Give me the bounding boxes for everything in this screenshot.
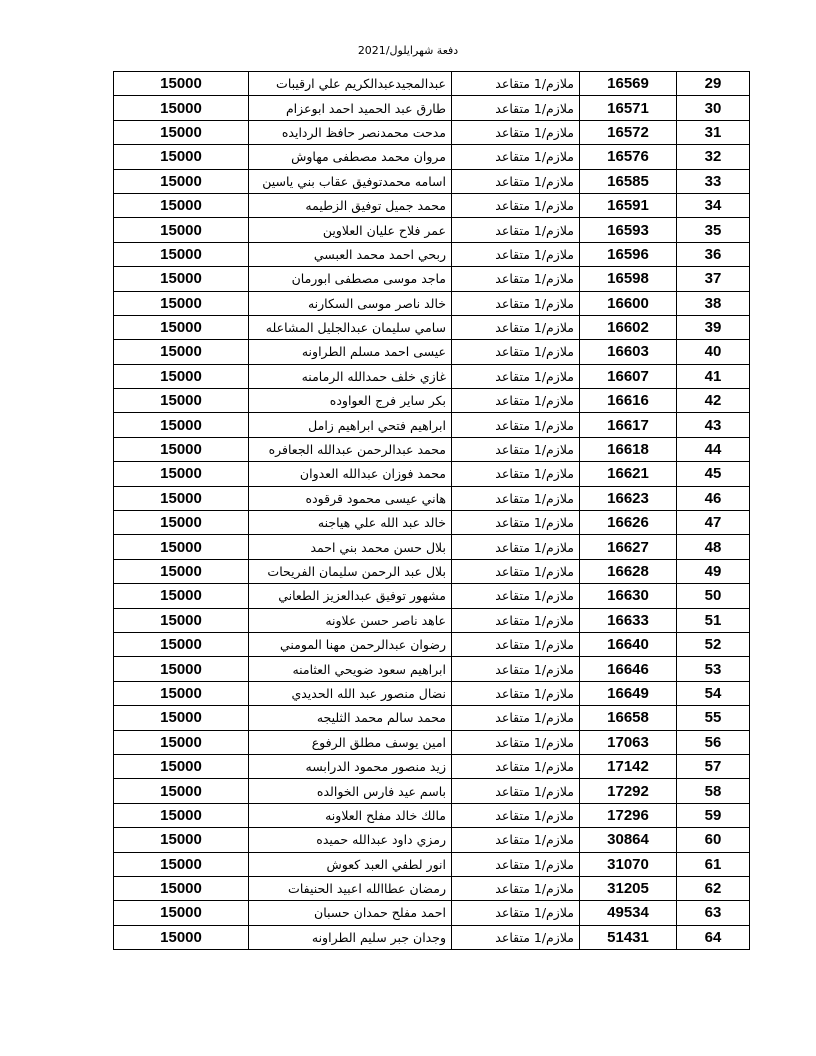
rank-cell: ملازم/1 متقاعد [452, 389, 580, 413]
rank-cell: ملازم/1 متقاعد [452, 193, 580, 217]
row-number-cell: 33 [677, 169, 750, 193]
row-number-cell: 43 [677, 413, 750, 437]
table-row [114, 657, 750, 681]
rank-cell: ملازم/1 متقاعد [452, 901, 580, 925]
row-number-cell: 60 [677, 828, 750, 852]
row-number-cell: 56 [677, 730, 750, 754]
table-row [114, 72, 750, 96]
name-cell: عمر فلاح عليان العلاوين [249, 218, 452, 242]
row-number-cell: 41 [677, 364, 750, 388]
row-number-cell: 50 [677, 584, 750, 608]
row-number-cell: 35 [677, 218, 750, 242]
military-id-cell: 16603 [580, 340, 677, 364]
page-title: دفعة شهرايلول/2021 [357, 44, 459, 57]
table-row [114, 754, 750, 778]
amount-cell: 15000 [114, 828, 249, 852]
row-number-cell: 30 [677, 96, 750, 120]
table-row [114, 218, 750, 242]
table-row [114, 511, 750, 535]
military-id-cell: 16626 [580, 511, 677, 535]
name-cell: مشهور توفيق عبدالعزيز الطعاني [249, 584, 452, 608]
rank-cell: ملازم/1 متقاعد [452, 876, 580, 900]
amount-cell: 15000 [114, 389, 249, 413]
row-number-cell: 39 [677, 315, 750, 339]
amount-cell: 15000 [114, 218, 249, 242]
table-row [114, 876, 750, 900]
military-id-cell: 16649 [580, 681, 677, 705]
records-table-body [114, 72, 750, 950]
rank-cell: ملازم/1 متقاعد [452, 218, 580, 242]
rank-cell: ملازم/1 متقاعد [452, 706, 580, 730]
rank-cell: ملازم/1 متقاعد [452, 315, 580, 339]
rank-cell: ملازم/1 متقاعد [452, 96, 580, 120]
row-number-cell: 55 [677, 706, 750, 730]
table-row [114, 632, 750, 656]
name-cell: طارق عبد الحميد احمد ابوعزام [249, 96, 452, 120]
row-number-cell: 57 [677, 754, 750, 778]
rank-cell: ملازم/1 متقاعد [452, 267, 580, 291]
name-cell: محمد سالم محمد الثليجه [249, 706, 452, 730]
name-cell: اسامه محمدتوفيق عقاب بني ياسين [249, 169, 452, 193]
rank-cell: ملازم/1 متقاعد [452, 486, 580, 510]
amount-cell: 15000 [114, 413, 249, 437]
table-row [114, 315, 750, 339]
table-row [114, 242, 750, 266]
table-row [114, 96, 750, 120]
rank-cell: ملازم/1 متقاعد [452, 559, 580, 583]
row-number-cell: 52 [677, 632, 750, 656]
military-id-cell: 16633 [580, 608, 677, 632]
military-id-cell: 17142 [580, 754, 677, 778]
name-cell: عاهد ناصر حسن علاونه [249, 608, 452, 632]
amount-cell: 15000 [114, 535, 249, 559]
row-number-cell: 47 [677, 511, 750, 535]
amount-cell: 15000 [114, 72, 249, 96]
military-id-cell: 31205 [580, 876, 677, 900]
military-id-cell: 16598 [580, 267, 677, 291]
military-id-cell: 16623 [580, 486, 677, 510]
military-id-cell: 30864 [580, 828, 677, 852]
row-number-cell: 49 [677, 559, 750, 583]
amount-cell: 15000 [114, 462, 249, 486]
rank-cell: ملازم/1 متقاعد [452, 584, 580, 608]
row-number-cell: 64 [677, 925, 750, 949]
table-row [114, 340, 750, 364]
amount-cell: 15000 [114, 608, 249, 632]
rank-cell: ملازم/1 متقاعد [452, 340, 580, 364]
name-cell: محمد عبدالرحمن عبدالله الجعافره [249, 437, 452, 461]
rank-cell: ملازم/1 متقاعد [452, 462, 580, 486]
rank-cell: ملازم/1 متقاعد [452, 754, 580, 778]
military-id-cell: 16640 [580, 632, 677, 656]
military-id-cell: 16628 [580, 559, 677, 583]
name-cell: سامي سليمان عبدالجليل المشاعله [249, 315, 452, 339]
name-cell: خالد عبد الله علي هياجنه [249, 511, 452, 535]
table-row [114, 413, 750, 437]
name-cell: غازي خلف حمدالله الرمامنه [249, 364, 452, 388]
amount-cell: 15000 [114, 852, 249, 876]
military-id-cell: 16572 [580, 120, 677, 144]
table-row [114, 120, 750, 144]
name-cell: بلال حسن محمد بني احمد [249, 535, 452, 559]
table-row [114, 535, 750, 559]
amount-cell: 15000 [114, 706, 249, 730]
row-number-cell: 42 [677, 389, 750, 413]
military-id-cell: 16630 [580, 584, 677, 608]
amount-cell: 15000 [114, 901, 249, 925]
military-id-cell: 16646 [580, 657, 677, 681]
amount-cell: 15000 [114, 754, 249, 778]
row-number-cell: 62 [677, 876, 750, 900]
rank-cell: ملازم/1 متقاعد [452, 72, 580, 96]
amount-cell: 15000 [114, 925, 249, 949]
amount-cell: 15000 [114, 315, 249, 339]
amount-cell: 15000 [114, 291, 249, 315]
row-number-cell: 40 [677, 340, 750, 364]
rank-cell: ملازم/1 متقاعد [452, 511, 580, 535]
amount-cell: 15000 [114, 559, 249, 583]
table-row [114, 193, 750, 217]
name-cell: وجدان جبر سليم الطراونه [249, 925, 452, 949]
military-id-cell: 16591 [580, 193, 677, 217]
amount-cell: 15000 [114, 267, 249, 291]
rank-cell: ملازم/1 متقاعد [452, 169, 580, 193]
rank-cell: ملازم/1 متقاعد [452, 779, 580, 803]
rank-cell: ملازم/1 متقاعد [452, 437, 580, 461]
table-row [114, 925, 750, 949]
row-number-cell: 36 [677, 242, 750, 266]
name-cell: ابراهيم سعود ضويحي العثامنه [249, 657, 452, 681]
table-row [114, 852, 750, 876]
military-id-cell: 17296 [580, 803, 677, 827]
amount-cell: 15000 [114, 657, 249, 681]
records-table [113, 71, 750, 950]
table-row [114, 486, 750, 510]
amount-cell: 15000 [114, 681, 249, 705]
military-id-cell: 16593 [580, 218, 677, 242]
military-id-cell: 16658 [580, 706, 677, 730]
row-number-cell: 58 [677, 779, 750, 803]
name-cell: امين يوسف مطلق الرفوع [249, 730, 452, 754]
row-number-cell: 61 [677, 852, 750, 876]
amount-cell: 15000 [114, 437, 249, 461]
table-row [114, 437, 750, 461]
rank-cell: ملازم/1 متقاعد [452, 681, 580, 705]
row-number-cell: 63 [677, 901, 750, 925]
rank-cell: ملازم/1 متقاعد [452, 120, 580, 144]
military-id-cell: 16600 [580, 291, 677, 315]
name-cell: ربحي احمد محمد العبسي [249, 242, 452, 266]
row-number-cell: 48 [677, 535, 750, 559]
amount-cell: 15000 [114, 169, 249, 193]
rank-cell: ملازم/1 متقاعد [452, 925, 580, 949]
table-row [114, 901, 750, 925]
rank-cell: ملازم/1 متقاعد [452, 657, 580, 681]
name-cell: محمد جميل توفيق الزطيمه [249, 193, 452, 217]
rank-cell: ملازم/1 متقاعد [452, 535, 580, 559]
name-cell: عيسى احمد مسلم الطراونه [249, 340, 452, 364]
amount-cell: 15000 [114, 145, 249, 169]
amount-cell: 15000 [114, 364, 249, 388]
name-cell: عبدالمجيدعبدالكريم علي ارقيبات [249, 72, 452, 96]
name-cell: باسم عيد فارس الخوالده [249, 779, 452, 803]
name-cell: بلال عبد الرحمن سليمان الفريحات [249, 559, 452, 583]
name-cell: احمد مفلح حمدان حسبان [249, 901, 452, 925]
military-id-cell: 16621 [580, 462, 677, 486]
row-number-cell: 37 [677, 267, 750, 291]
military-id-cell: 16627 [580, 535, 677, 559]
row-number-cell: 59 [677, 803, 750, 827]
table-row [114, 779, 750, 803]
row-number-cell: 34 [677, 193, 750, 217]
rank-cell: ملازم/1 متقاعد [452, 364, 580, 388]
amount-cell: 15000 [114, 632, 249, 656]
row-number-cell: 53 [677, 657, 750, 681]
table-row [114, 267, 750, 291]
row-number-cell: 46 [677, 486, 750, 510]
row-number-cell: 45 [677, 462, 750, 486]
military-id-cell: 16585 [580, 169, 677, 193]
table-row [114, 291, 750, 315]
rank-cell: ملازم/1 متقاعد [452, 413, 580, 437]
table-row [114, 681, 750, 705]
amount-cell: 15000 [114, 779, 249, 803]
name-cell: نضال منصور عبد الله الحديدي [249, 681, 452, 705]
table-row [114, 828, 750, 852]
military-id-cell: 17292 [580, 779, 677, 803]
name-cell: ابراهيم فتحي ابراهيم زامل [249, 413, 452, 437]
military-id-cell: 16576 [580, 145, 677, 169]
table-row [114, 389, 750, 413]
rank-cell: ملازم/1 متقاعد [452, 632, 580, 656]
name-cell: محمد فوزان عبدالله العدوان [249, 462, 452, 486]
name-cell: هاني عيسى محمود قرقوده [249, 486, 452, 510]
name-cell: رضوان عبدالرحمن مهنا المومني [249, 632, 452, 656]
table-row [114, 364, 750, 388]
military-id-cell: 16617 [580, 413, 677, 437]
table-row [114, 706, 750, 730]
rank-cell: ملازم/1 متقاعد [452, 730, 580, 754]
row-number-cell: 29 [677, 72, 750, 96]
military-id-cell: 16569 [580, 72, 677, 96]
table-row [114, 730, 750, 754]
table-row [114, 145, 750, 169]
amount-cell: 15000 [114, 876, 249, 900]
amount-cell: 15000 [114, 730, 249, 754]
military-id-cell: 49534 [580, 901, 677, 925]
rank-cell: ملازم/1 متقاعد [452, 145, 580, 169]
military-id-cell: 16618 [580, 437, 677, 461]
name-cell: بكر ساير فرج العواوده [249, 389, 452, 413]
rank-cell: ملازم/1 متقاعد [452, 828, 580, 852]
name-cell: انور لطفي العبد كعوش [249, 852, 452, 876]
amount-cell: 15000 [114, 120, 249, 144]
rank-cell: ملازم/1 متقاعد [452, 803, 580, 827]
table-row [114, 169, 750, 193]
amount-cell: 15000 [114, 803, 249, 827]
row-number-cell: 38 [677, 291, 750, 315]
row-number-cell: 51 [677, 608, 750, 632]
amount-cell: 15000 [114, 486, 249, 510]
row-number-cell: 31 [677, 120, 750, 144]
rank-cell: ملازم/1 متقاعد [452, 608, 580, 632]
name-cell: مالك خالد مفلح العلاونه [249, 803, 452, 827]
military-id-cell: 16607 [580, 364, 677, 388]
amount-cell: 15000 [114, 511, 249, 535]
amount-cell: 15000 [114, 584, 249, 608]
amount-cell: 15000 [114, 340, 249, 364]
rank-cell: ملازم/1 متقاعد [452, 852, 580, 876]
table-row [114, 608, 750, 632]
table-row [114, 803, 750, 827]
name-cell: مروان محمد مصطفى مهاوش [249, 145, 452, 169]
military-id-cell: 16571 [580, 96, 677, 120]
table-row [114, 584, 750, 608]
military-id-cell: 51431 [580, 925, 677, 949]
table-row [114, 462, 750, 486]
name-cell: ماجد موسى مصطفى ابورمان [249, 267, 452, 291]
military-id-cell: 31070 [580, 852, 677, 876]
military-id-cell: 16616 [580, 389, 677, 413]
amount-cell: 15000 [114, 242, 249, 266]
name-cell: مدحت محمدنصر حافظ الردايده [249, 120, 452, 144]
name-cell: رمزي داود عبدالله حميده [249, 828, 452, 852]
name-cell: رمضان عطاالله اعبيد الحنيفات [249, 876, 452, 900]
name-cell: زيد منصور محمود الدرابسه [249, 754, 452, 778]
row-number-cell: 44 [677, 437, 750, 461]
row-number-cell: 32 [677, 145, 750, 169]
row-number-cell: 54 [677, 681, 750, 705]
military-id-cell: 16602 [580, 315, 677, 339]
rank-cell: ملازم/1 متقاعد [452, 242, 580, 266]
amount-cell: 15000 [114, 96, 249, 120]
name-cell: خالد ناصر موسى السكارنه [249, 291, 452, 315]
rank-cell: ملازم/1 متقاعد [452, 291, 580, 315]
amount-cell: 15000 [114, 193, 249, 217]
military-id-cell: 17063 [580, 730, 677, 754]
table-row [114, 559, 750, 583]
military-id-cell: 16596 [580, 242, 677, 266]
